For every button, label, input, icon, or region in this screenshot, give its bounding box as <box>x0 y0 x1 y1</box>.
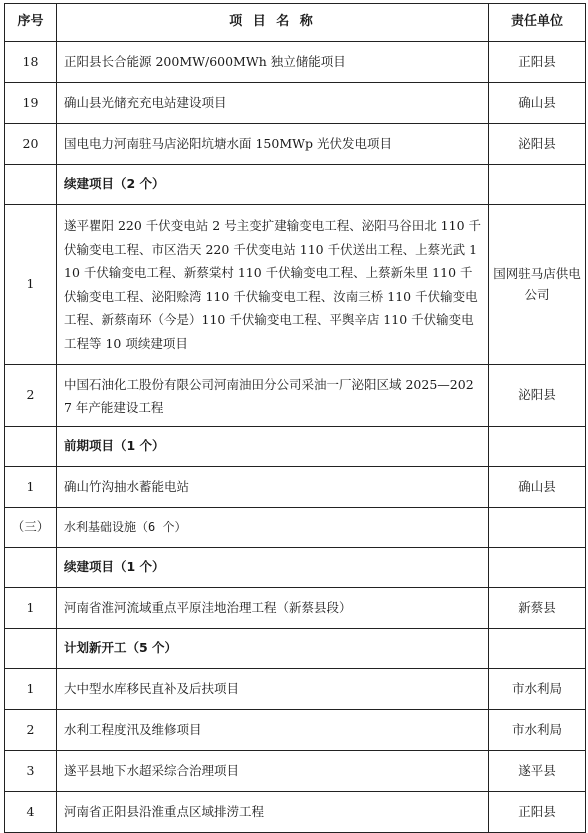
table-row <box>5 205 586 365</box>
row-no <box>5 165 57 205</box>
project-table <box>4 3 586 833</box>
row-responsible-unit: 确山县 <box>489 83 586 124</box>
row-no <box>5 548 57 588</box>
row-responsible-unit <box>489 165 586 205</box>
row-responsible-unit <box>489 508 586 548</box>
category-title: 水利基础设施（6 个） <box>57 508 489 548</box>
row-project-name: 遂平县地下水超采综合治理项目 <box>57 751 489 792</box>
category-row <box>5 508 586 548</box>
row-responsible-unit <box>489 629 586 669</box>
row-no <box>5 427 57 467</box>
row-no: 1 <box>5 467 57 508</box>
row-no: 20 <box>5 124 57 165</box>
table-row <box>5 42 586 83</box>
row-project-name: 国电电力河南驻马店泌阳坑塘水面 150MWp 光伏发电项目 <box>57 124 489 165</box>
table-row <box>5 124 586 165</box>
section-row <box>5 629 586 669</box>
row-responsible-unit: 泌阳县 <box>489 124 586 165</box>
row-responsible-unit <box>489 548 586 588</box>
header-responsible-unit: 责任单位 <box>489 4 586 42</box>
section-row <box>5 548 586 588</box>
row-responsible-unit: 市水利局 <box>489 669 586 710</box>
row-project-name: 大中型水库移民直补及后扶项目 <box>57 669 489 710</box>
row-no: 1 <box>5 669 57 710</box>
header-project-name: 项 目 名 称 <box>57 4 489 42</box>
section-row <box>5 165 586 205</box>
section-row <box>5 427 586 467</box>
table-header-row <box>5 4 586 42</box>
row-project-name: 中国石油化工股份有限公司河南油田分公司采油一厂泌阳区域 2025—2027 年产能建设工程 <box>57 365 489 427</box>
row-project-name: 遂平瞿阳 220 千伏变电站 2 号主变扩建输变电工程、泌阳马谷田北 110 千伏输变电工程、市区浩天 220 千伏变电站 110 千伏送出工程、上蔡光武 110 千伏输变电工程、新蔡棠村 110 千伏输变电工程、上蔡新朱里 110 千伏输变电工程、泌阳赊湾 110 千伏输变电工程、汝南三桥 110 千伏输变电工程、新蔡南环（今是）110 千伏输变电工程、平舆辛店 110 千伏输变电工程等 10 项续建项目 <box>57 205 489 365</box>
row-responsible-unit: 泌阳县 <box>489 365 586 427</box>
table-row <box>5 710 586 751</box>
row-no: 1 <box>5 205 57 365</box>
row-no <box>5 629 57 669</box>
row-no: 1 <box>5 588 57 629</box>
header-no: 序号 <box>5 4 57 42</box>
row-project-name: 河南省正阳县沿淮重点区域排涝工程 <box>57 792 489 833</box>
section-title: 续建项目（1 个） <box>57 548 489 588</box>
table-row <box>5 365 586 427</box>
row-project-name: 确山县光储充充电站建设项目 <box>57 83 489 124</box>
section-title: 续建项目（2 个） <box>57 165 489 205</box>
row-responsible-unit: 国网驻马店供电公司 <box>489 205 586 365</box>
table-row <box>5 751 586 792</box>
section-title: 前期项目（1 个） <box>57 427 489 467</box>
row-no: 4 <box>5 792 57 833</box>
row-responsible-unit: 确山县 <box>489 467 586 508</box>
row-responsible-unit: 新蔡县 <box>489 588 586 629</box>
table-row <box>5 467 586 508</box>
table-row <box>5 588 586 629</box>
row-project-name: 河南省淮河流域重点平原洼地治理工程（新蔡县段） <box>57 588 489 629</box>
category-no: （三） <box>5 508 57 548</box>
row-responsible-unit: 遂平县 <box>489 751 586 792</box>
row-project-name: 正阳县长合能源 200MW/600MWh 独立储能项目 <box>57 42 489 83</box>
row-no: 3 <box>5 751 57 792</box>
row-no: 18 <box>5 42 57 83</box>
row-responsible-unit: 市水利局 <box>489 710 586 751</box>
row-no: 19 <box>5 83 57 124</box>
table-row <box>5 792 586 833</box>
row-responsible-unit: 正阳县 <box>489 42 586 83</box>
table-row <box>5 669 586 710</box>
row-no: 2 <box>5 365 57 427</box>
table-row <box>5 83 586 124</box>
row-responsible-unit: 正阳县 <box>489 792 586 833</box>
row-no: 2 <box>5 710 57 751</box>
row-project-name: 水利工程度汛及维修项目 <box>57 710 489 751</box>
section-title: 计划新开工（5 个） <box>57 629 489 669</box>
row-project-name: 确山竹沟抽水蓄能电站 <box>57 467 489 508</box>
row-responsible-unit <box>489 427 586 467</box>
